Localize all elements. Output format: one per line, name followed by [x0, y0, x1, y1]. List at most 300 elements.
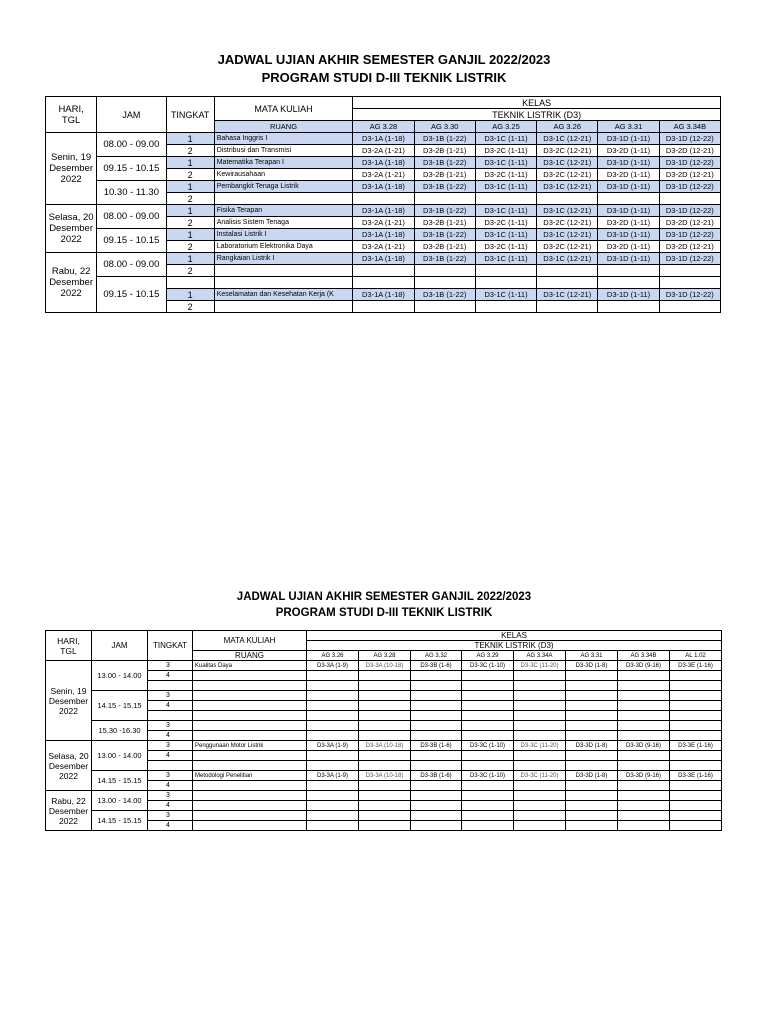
class-cell	[514, 681, 566, 691]
class-cell	[566, 791, 618, 801]
jam-cell: 14.15 - 15.15	[92, 811, 148, 831]
table-row	[46, 801, 722, 811]
class-cell: D3-1D (12-22)	[659, 289, 720, 301]
jam-cell: 14.15 - 15.15	[92, 691, 148, 721]
class-cell	[411, 711, 462, 721]
class-cell	[514, 691, 566, 701]
class-cell	[670, 701, 722, 711]
class-cell: D3-3E (1-16)	[670, 741, 722, 751]
class-cell	[659, 277, 720, 289]
class-cell	[307, 681, 359, 691]
class-cell: D3-3A (10-18)	[359, 661, 411, 671]
class-cell	[307, 791, 359, 801]
class-cell	[618, 671, 670, 681]
room-header: AG 3.25	[475, 121, 536, 133]
class-cell	[618, 791, 670, 801]
class-cell	[411, 731, 462, 741]
class-cell: D3-1C (1-11)	[475, 253, 536, 265]
class-cell	[462, 691, 514, 701]
class-cell: D3-2D (1-11)	[598, 145, 659, 157]
header-ruang: RUANG	[214, 121, 353, 133]
class-cell	[462, 791, 514, 801]
class-cell	[307, 671, 359, 681]
class-cell	[411, 751, 462, 761]
class-cell	[411, 761, 462, 771]
class-cell: D3-2A (1-21)	[353, 169, 414, 181]
class-cell: D3-1C (1-11)	[475, 157, 536, 169]
class-cell	[514, 781, 566, 791]
class-cell: D3-3A (1-9)	[307, 661, 359, 671]
class-cell	[618, 781, 670, 791]
class-cell	[566, 751, 618, 761]
class-cell	[359, 721, 411, 731]
class-cell	[411, 821, 462, 831]
tingkat-cell: 3	[148, 811, 193, 821]
class-cell	[670, 811, 722, 821]
class-cell: D3-1D (1-11)	[598, 205, 659, 217]
class-cell: D3-1D (1-11)	[598, 289, 659, 301]
table-row	[46, 761, 722, 771]
room-header: AG 3.28	[359, 651, 411, 661]
class-cell	[414, 265, 475, 277]
class-cell	[598, 301, 659, 313]
course-cell: Rangkaian Listrik I	[214, 253, 353, 265]
class-cell	[462, 721, 514, 731]
class-cell: D3-2C (1-11)	[475, 169, 536, 181]
class-cell: D3-3D (9-16)	[618, 661, 670, 671]
class-cell	[411, 681, 462, 691]
schedule2-subtitle: PROGRAM STUDI D-III TEKNIK LISTRIK	[275, 607, 493, 619]
header-hari: HARI, TGL	[46, 97, 97, 133]
class-cell: D3-1B (1-22)	[414, 229, 475, 241]
class-cell: D3-1A (1-18)	[353, 181, 414, 193]
course-cell	[193, 731, 307, 741]
class-cell	[537, 193, 598, 205]
table-row	[46, 741, 722, 751]
class-cell	[475, 265, 536, 277]
table-row	[46, 205, 721, 217]
class-cell	[475, 193, 536, 205]
class-cell	[566, 731, 618, 741]
class-cell	[566, 701, 618, 711]
table-row	[46, 791, 722, 801]
class-cell: D3-1C (12-21)	[537, 253, 598, 265]
class-cell	[462, 811, 514, 821]
class-cell: D3-1C (12-21)	[537, 133, 598, 145]
tingkat-cell: 3	[148, 741, 193, 751]
class-cell	[618, 701, 670, 711]
class-cell	[359, 811, 411, 821]
class-cell: D3-3B (1-6)	[411, 661, 462, 671]
tingkat-cell: 2	[166, 217, 214, 229]
table-row	[46, 821, 722, 831]
course-cell: Laboratorium Elektronika Daya	[214, 241, 353, 253]
class-cell: D3-2B (1-21)	[414, 241, 475, 253]
tingkat-cell: 4	[148, 731, 193, 741]
class-cell	[307, 701, 359, 711]
jam-cell: 15.30 -16.30	[92, 721, 148, 741]
class-cell	[566, 761, 618, 771]
class-cell	[411, 801, 462, 811]
class-cell: D3-1D (12-22)	[659, 253, 720, 265]
class-cell	[659, 265, 720, 277]
class-cell	[307, 751, 359, 761]
room-header: AG 3.26	[307, 651, 359, 661]
class-cell	[462, 821, 514, 831]
tingkat-cell: 3	[148, 661, 193, 671]
course-cell	[193, 701, 307, 711]
table-row	[46, 731, 722, 741]
class-cell	[359, 731, 411, 741]
class-cell: D3-3C (1-10)	[462, 741, 514, 751]
class-cell: D3-2D (1-11)	[598, 169, 659, 181]
class-cell	[566, 711, 618, 721]
course-cell: Fisika Terapan	[214, 205, 353, 217]
tingkat-cell: 1	[166, 229, 214, 241]
class-cell: D3-2D (12-21)	[659, 169, 720, 181]
tingkat-cell: 4	[148, 701, 193, 711]
room-header: AG 3.34B	[659, 121, 720, 133]
table-row	[46, 711, 722, 721]
tingkat-cell: 2	[166, 145, 214, 157]
table-row	[46, 781, 722, 791]
tingkat-cell: 3	[148, 791, 193, 801]
class-cell	[359, 711, 411, 721]
room-header: AG 3.34B	[618, 651, 670, 661]
class-cell	[514, 721, 566, 731]
class-cell	[537, 277, 598, 289]
class-cell	[462, 681, 514, 691]
class-cell	[414, 277, 475, 289]
class-cell	[566, 691, 618, 701]
schedule1-subtitle: PROGRAM STUDI D-III TEKNIK LISTRIK	[261, 70, 507, 85]
class-cell	[537, 301, 598, 313]
jam-cell: 10.30 - 11.30	[97, 181, 166, 205]
class-cell: D3-1D (1-11)	[598, 133, 659, 145]
table-row	[46, 229, 721, 241]
class-cell: D3-2A (1-21)	[353, 241, 414, 253]
jam-cell: 13.00 - 14.00	[92, 791, 148, 811]
tingkat-cell: 1	[166, 253, 214, 265]
course-cell: Kualitas Daya	[193, 661, 307, 671]
class-cell	[618, 681, 670, 691]
course-cell	[214, 265, 353, 277]
table-row	[46, 721, 722, 731]
tingkat-cell	[148, 681, 193, 691]
class-cell: D3-2C (1-11)	[475, 241, 536, 253]
class-cell	[514, 821, 566, 831]
tingkat-cell: 4	[148, 781, 193, 791]
course-cell: Bahasa Inggris I	[214, 133, 353, 145]
class-cell: D3-1B (1-22)	[414, 181, 475, 193]
class-cell: D3-1B (1-22)	[414, 133, 475, 145]
class-cell: D3-3A (10-18)	[359, 771, 411, 781]
table-row	[46, 681, 722, 691]
room-header: AG 3.30	[414, 121, 475, 133]
day-cell: Selasa, 20 Desember 2022	[46, 205, 97, 253]
class-cell	[670, 781, 722, 791]
class-cell	[353, 301, 414, 313]
class-cell: D3-3A (1-9)	[307, 771, 359, 781]
class-cell	[514, 751, 566, 761]
class-cell	[670, 731, 722, 741]
class-cell: D3-1C (12-21)	[537, 205, 598, 217]
class-cell: D3-2A (1-21)	[353, 217, 414, 229]
room-header: AL 1.02	[670, 651, 722, 661]
class-cell	[359, 791, 411, 801]
class-cell: D3-2C (12-21)	[537, 217, 598, 229]
class-cell	[618, 811, 670, 821]
class-cell: D3-2C (1-11)	[475, 145, 536, 157]
class-cell	[307, 821, 359, 831]
class-cell	[514, 811, 566, 821]
class-cell: D3-3A (10-18)	[359, 741, 411, 751]
class-cell: D3-3E (1-16)	[670, 771, 722, 781]
class-cell: D3-3B (1-6)	[411, 741, 462, 751]
tingkat-cell: 1	[166, 157, 214, 169]
class-cell: D3-1D (1-11)	[598, 181, 659, 193]
class-cell	[475, 301, 536, 313]
course-cell	[214, 193, 353, 205]
class-cell	[670, 791, 722, 801]
class-cell: D3-1C (1-11)	[475, 289, 536, 301]
day-cell: Selasa, 20 Desember 2022	[46, 741, 92, 791]
class-cell	[462, 731, 514, 741]
class-cell: D3-2B (1-21)	[414, 169, 475, 181]
class-cell	[353, 265, 414, 277]
tingkat-cell: 4	[148, 821, 193, 831]
course-cell: Kewirausahaan	[214, 169, 353, 181]
class-cell: D3-3D (9-16)	[618, 771, 670, 781]
class-cell	[307, 711, 359, 721]
class-cell	[670, 821, 722, 831]
schedule1-title: JADWAL UJIAN AKHIR SEMESTER GANJIL 2022/2023	[217, 52, 551, 67]
table-row	[46, 771, 722, 781]
room-header: AG 3.32	[411, 651, 462, 661]
room-header: AG 3.31	[566, 651, 618, 661]
class-cell	[670, 681, 722, 691]
class-cell	[566, 781, 618, 791]
class-cell: D3-1C (12-21)	[537, 289, 598, 301]
course-cell: Keselamatan dan Kesehatan Kerja (K	[214, 289, 353, 301]
table-row	[46, 671, 722, 681]
class-cell	[566, 821, 618, 831]
class-cell	[618, 821, 670, 831]
header-prodi: TEKNIK LISTRIK (D3)	[353, 109, 721, 121]
course-cell	[193, 681, 307, 691]
class-cell	[462, 751, 514, 761]
class-cell	[359, 801, 411, 811]
course-cell: Metodologi Penelitian	[193, 771, 307, 781]
class-cell: D3-2C (12-21)	[537, 169, 598, 181]
class-cell	[598, 265, 659, 277]
tingkat-cell: 2	[166, 241, 214, 253]
class-cell	[359, 781, 411, 791]
course-cell: Matematika Terapan I	[214, 157, 353, 169]
course-cell: Pembangkit Tenaga Listrik	[214, 181, 353, 193]
class-cell: D3-1C (1-11)	[475, 205, 536, 217]
course-cell	[193, 761, 307, 771]
class-cell: D3-3C (11-20)	[514, 741, 566, 751]
class-cell	[307, 731, 359, 741]
course-cell	[214, 277, 353, 289]
class-cell	[307, 781, 359, 791]
room-header: AG 3.29	[462, 651, 514, 661]
class-cell	[411, 671, 462, 681]
class-cell	[462, 761, 514, 771]
day-cell: Senin, 19 Desember 2022	[46, 133, 97, 205]
jam-cell: 08.00 - 09.00	[97, 253, 166, 277]
table-row	[46, 691, 722, 701]
class-cell: D3-3D (1-8)	[566, 771, 618, 781]
class-cell: D3-1C (12-21)	[537, 229, 598, 241]
class-cell	[411, 721, 462, 731]
course-cell	[193, 671, 307, 681]
tingkat-cell: 4	[148, 751, 193, 761]
class-cell: D3-2D (12-21)	[659, 217, 720, 229]
jam-cell: 09.15 - 10.15	[97, 277, 166, 313]
tingkat-cell: 3	[148, 771, 193, 781]
class-cell: D3-1D (12-22)	[659, 229, 720, 241]
header-prodi: TEKNIK LISTRIK (D3)	[307, 641, 722, 651]
class-cell: D3-2C (12-21)	[537, 241, 598, 253]
class-cell: D3-1C (1-11)	[475, 133, 536, 145]
class-cell	[411, 791, 462, 801]
table-row	[46, 277, 721, 289]
class-cell	[411, 781, 462, 791]
class-cell: D3-1A (1-18)	[353, 289, 414, 301]
tingkat-cell: 4	[148, 801, 193, 811]
tingkat-cell: 1	[166, 181, 214, 193]
class-cell	[670, 721, 722, 731]
course-cell	[214, 301, 353, 313]
class-cell: D3-2A (1-21)	[353, 145, 414, 157]
class-cell: D3-2D (1-11)	[598, 217, 659, 229]
room-header: AG 3.34A	[514, 651, 566, 661]
class-cell	[514, 791, 566, 801]
day-cell: Rabu, 22 Desember 2022	[46, 253, 97, 313]
class-cell: D3-1D (1-11)	[598, 229, 659, 241]
class-cell: D3-2D (1-11)	[598, 241, 659, 253]
table-row	[46, 157, 721, 169]
class-cell: D3-2D (12-21)	[659, 145, 720, 157]
header-mata-kuliah: MATA KULIAH	[214, 97, 353, 121]
class-cell: D3-1A (1-18)	[353, 205, 414, 217]
class-cell: D3-3D (1-8)	[566, 741, 618, 751]
class-cell: D3-1D (1-11)	[598, 253, 659, 265]
header-hari: HARI, TGL	[46, 631, 92, 661]
class-cell	[514, 701, 566, 711]
schedule2-table	[45, 630, 722, 831]
class-cell	[566, 671, 618, 681]
class-cell: D3-3D (1-8)	[566, 661, 618, 671]
class-cell	[670, 761, 722, 771]
class-cell	[411, 811, 462, 821]
jam-cell: 13.00 - 14.00	[92, 741, 148, 771]
class-cell	[414, 301, 475, 313]
class-cell	[514, 761, 566, 771]
table-row	[46, 181, 721, 193]
room-header: AG 3.31	[598, 121, 659, 133]
tingkat-cell: 3	[148, 691, 193, 701]
class-cell	[475, 277, 536, 289]
course-cell: Analisis Sistem Tenaga	[214, 217, 353, 229]
jam-cell: 13.00 - 14.00	[92, 661, 148, 691]
jam-cell: 08.00 - 09.00	[97, 133, 166, 157]
day-cell: Rabu, 22 Desember 2022	[46, 791, 92, 831]
course-cell: Penggunaan Motor Listrik	[193, 741, 307, 751]
class-cell: D3-1B (1-22)	[414, 253, 475, 265]
class-cell	[462, 701, 514, 711]
class-cell	[618, 691, 670, 701]
class-cell: D3-1D (12-22)	[659, 205, 720, 217]
class-cell	[359, 691, 411, 701]
schedule2-title: JADWAL UJIAN AKHIR SEMESTER GANJIL 2022/2023	[236, 591, 532, 603]
tingkat-cell: 3	[148, 721, 193, 731]
class-cell	[670, 671, 722, 681]
class-cell: D3-3C (1-10)	[462, 661, 514, 671]
class-cell	[618, 721, 670, 731]
class-cell	[537, 265, 598, 277]
course-cell	[193, 691, 307, 701]
class-cell: D3-2B (1-21)	[414, 145, 475, 157]
course-cell	[193, 811, 307, 821]
class-cell: D3-3C (11-20)	[514, 771, 566, 781]
tingkat-cell: 1	[166, 205, 214, 217]
class-cell	[353, 193, 414, 205]
class-cell: D3-1B (1-22)	[414, 157, 475, 169]
class-cell: D3-3C (1-10)	[462, 771, 514, 781]
schedule1-table	[45, 96, 721, 313]
class-cell: D3-1C (1-11)	[475, 229, 536, 241]
class-cell: D3-1A (1-18)	[353, 229, 414, 241]
header-kelas: KELAS	[353, 97, 721, 109]
header-tingkat: TINGKAT	[148, 631, 193, 661]
class-cell	[670, 801, 722, 811]
class-cell	[411, 691, 462, 701]
class-cell: D3-1B (1-22)	[414, 289, 475, 301]
header-jam: JAM	[92, 631, 148, 661]
class-cell	[359, 751, 411, 761]
class-cell: D3-1C (12-21)	[537, 181, 598, 193]
class-cell	[670, 691, 722, 701]
class-cell	[618, 751, 670, 761]
course-cell	[193, 791, 307, 801]
class-cell: D3-1D (1-11)	[598, 157, 659, 169]
class-cell	[462, 711, 514, 721]
header-kelas: KELAS	[307, 631, 722, 641]
tingkat-cell	[166, 277, 214, 289]
course-cell	[193, 801, 307, 811]
class-cell	[670, 711, 722, 721]
class-cell: D3-1D (12-22)	[659, 133, 720, 145]
class-cell: D3-3D (9-16)	[618, 741, 670, 751]
class-cell	[359, 701, 411, 711]
class-cell	[514, 671, 566, 681]
class-cell	[353, 277, 414, 289]
class-cell	[359, 761, 411, 771]
room-header: AG 3.26	[537, 121, 598, 133]
course-cell: Instalasi Listrik I	[214, 229, 353, 241]
class-cell	[598, 277, 659, 289]
tingkat-cell: 2	[166, 265, 214, 277]
tingkat-cell	[148, 711, 193, 721]
header-tingkat: TINGKAT	[166, 97, 214, 133]
class-cell	[514, 731, 566, 741]
tingkat-cell: 4	[148, 671, 193, 681]
class-cell: D3-3B (1-6)	[411, 771, 462, 781]
course-cell	[193, 821, 307, 831]
